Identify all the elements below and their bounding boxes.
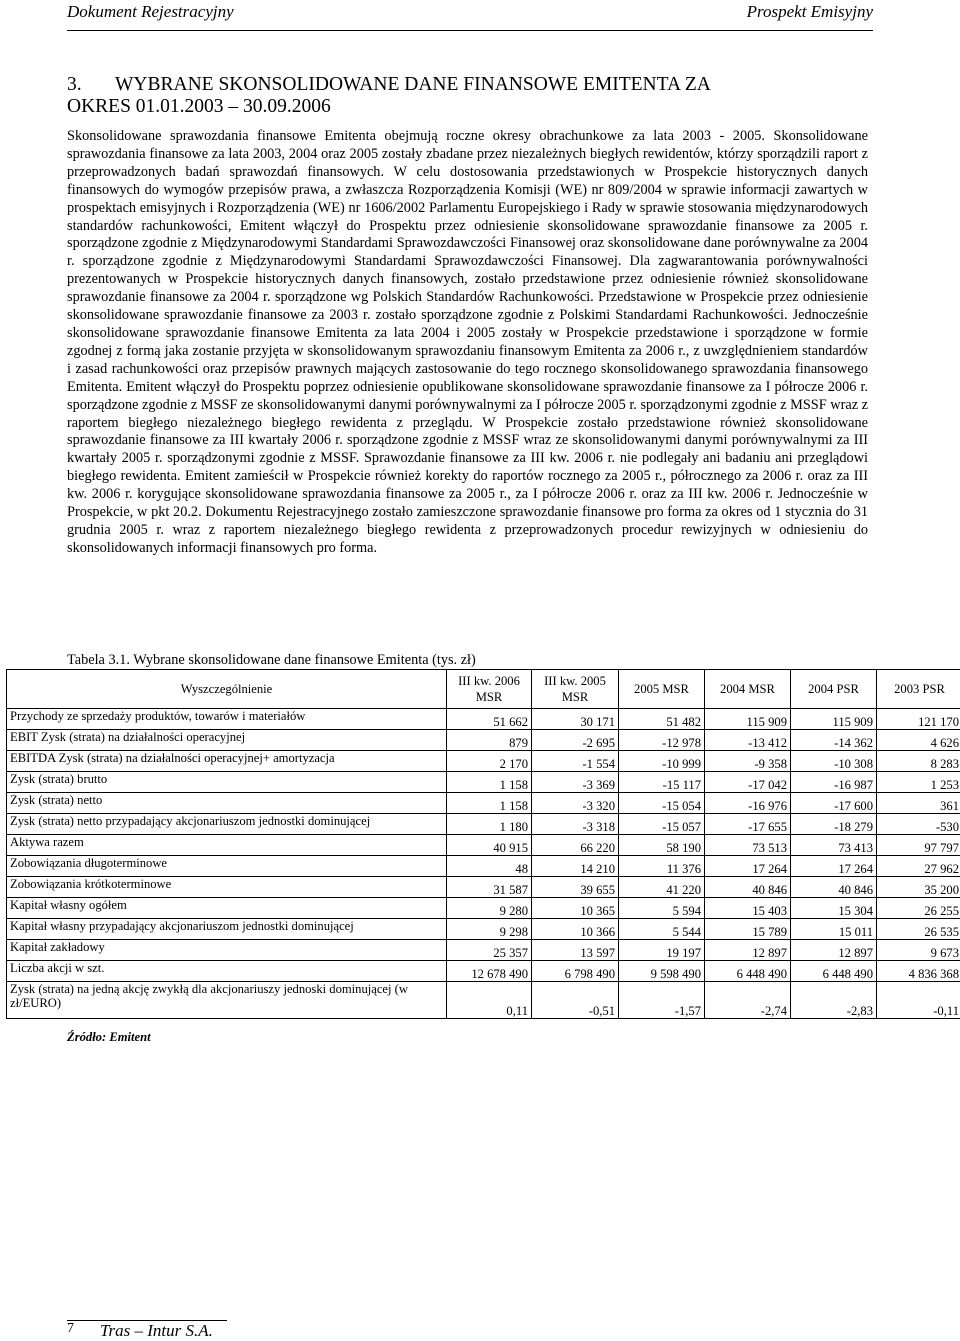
intro-paragraph: Skonsolidowane sprawozdania finansowe Emitenta obejmują roczne okresy obrachunkowe za lata 2003 - 2005. Skonsolidowane sprawozdania finansowe za lata 2003, 2004 oraz 2005 zostały zbadane przez niezależnych biegłych rewidentów, którzy sporządzili raport z przeprowadzonych badań sprawozdań finansowych. W celu dostosowania przedstawionych w Prospekcie historycznych danych finansowych do wymogów przepisów prawa, a zwłaszcza Rozporządzenia Komisji (WE) nr 809/2004 w sprawie informacji zawartych w prospektach emisyjnych i Rozporządzenia (WE) nr 1606/2002 Parlamentu Europejskiego i Rady w sprawie stosowania międzynarodowych standardów rachunkowości, Emitent włączył do Prospektu przez odniesienie skonsolidowane sprawozdanie finansowe za 2005 r. sporządzone zgodnie z Międzynarodowymi Standardami Sprawozdawczości Finansowej oraz skonsolidowane dane porównywalne za 2004 r. sporządzone zgodnie z Międzynarodowymi Standardami Sprawozdawczości Finansowej. Dla zagwarantowania porównywalności prezentowanych w Prospekcie historycznych danych finansowych, zostało przedstawione przez odniesienie również skonsolidowane sprawozdanie finansowe za 2004 r. sporządzone wg Polskich Standardów Rachunkowości. Przedstawione w Prospekcie przez odniesienie skonsolidowane sprawozdanie finansowe za 2003 r. zostało sporządzone zgodnie z Polskimi Standardami Rachunkowości. Jednocześnie skonsolidowane sprawozdanie finansowe Emitenta za lata 2004 i 2005 zostały w Prospekcie przedstawione i sporządzone w formie zgodnej z formą jaka zostanie przyjęta w skonsolidowanym sprawozdaniu finansowym Emitenta za 2006 r., z uwzględnieniem standardów i zasad rachunkowości oraz przepisów prawnych mających zastosowanie do tego rocznego skonsolidowanego sprawozdania finansowego Emitenta. Emitent włączył do Prospektu poprzez odniesienie opublikowane skonsolidowane sprawozdanie finansowe za I półrocze 2006 r. sporządzone zgodnie z MSSF ze skonsolidowanymi danymi porównywalnymi za I półrocze 2005 r. sporządzonymi zgodnie z MSSF wraz z raportem biegłego niezależnego biegłego rewidenta z przeglądu. W Prospekcie zostało przedstawione również skonsolidowane sprawozdanie finansowe za III kwartały 2006 r. sporządzone zgodnie z MSSF wraz ze skonsolidowanymi danymi porównywalnymi za III kwartały 2005 r. sporządzonymi zgodnie z MSSF. Sprawozdanie finansowe za III kw. 2006 r. nie podlegały ani badaniu ani przeglądowi biegłego rewidenta. Emitent zamieścił w Prospekcie również korekty do raportów rocznego za 2005 r., półrocznego za 2006 r. oraz za III kw. 2006 r. korygujące skonsolidowane sprawozdania finansowe za 2005 r., za I półrocze 2006 r. oraz za III kw. 2006 r. Jednocześnie w Prospekcie, w pkt 20.2. Dokumentu Rejestracyjnego zostało zamieszczone sprawozdanie finansowe pro forma za okres od 1 stycznia do 31 grudnia 2005 r. wraz z raportem niezależnego biegłego rewidenta z przeprowadzonych procedur rewizyjnych w odniesieniu do skonsolidowanych informacji finansowych pro forma.: [67, 128, 868, 558]
value-cell: -3 369: [532, 772, 619, 793]
value-cell: 26 255: [877, 898, 960, 919]
value-cell: 4 836 368: [877, 961, 960, 982]
table-row: [7, 856, 960, 877]
header-prospectus-name: Prospekt Emisyjny: [747, 2, 873, 22]
table-header-row: [7, 670, 960, 709]
value-cell: 8 283: [877, 751, 960, 772]
value-cell: 6 448 490: [791, 961, 877, 982]
value-cell: 58 190: [619, 835, 705, 856]
value-cell: 13 597: [532, 940, 619, 961]
row-label: Liczba akcji w szt.: [7, 961, 447, 982]
section-title-line1: WYBRANE SKONSOLIDOWANE DANE FINANSOWE EMITENTA ZA: [115, 74, 711, 95]
value-cell: 15 304: [791, 898, 877, 919]
value-cell: 26 535: [877, 919, 960, 940]
value-cell: -18 279: [791, 814, 877, 835]
value-cell: -1 554: [532, 751, 619, 772]
value-cell: -13 412: [705, 730, 791, 751]
value-cell: 12 897: [791, 940, 877, 961]
row-label: Zysk (strata) netto: [7, 793, 447, 814]
value-cell: 40 846: [791, 877, 877, 898]
header-cell: 2003 PSR: [877, 670, 960, 709]
value-cell: 115 909: [705, 709, 791, 730]
value-cell: 361: [877, 793, 960, 814]
value-cell: -1,57: [619, 982, 705, 1019]
value-cell: 11 376: [619, 856, 705, 877]
table-row: [7, 940, 960, 961]
value-cell: 0,11: [447, 982, 532, 1019]
value-cell: 1 253: [877, 772, 960, 793]
value-cell: 25 357: [447, 940, 532, 961]
value-cell: 14 210: [532, 856, 619, 877]
table-row: [7, 919, 960, 940]
table-row: [7, 730, 960, 751]
running-header: [67, 0, 873, 31]
value-cell: -9 358: [705, 751, 791, 772]
value-cell: 40 915: [447, 835, 532, 856]
value-cell: 9 298: [447, 919, 532, 940]
value-cell: -12 978: [619, 730, 705, 751]
value-cell: 10 366: [532, 919, 619, 940]
value-cell: -3 318: [532, 814, 619, 835]
value-cell: -10 308: [791, 751, 877, 772]
value-cell: 9 598 490: [619, 961, 705, 982]
table-row: [7, 982, 960, 1019]
row-label: Zobowiązania długoterminowe: [7, 856, 447, 877]
value-cell: 51 482: [619, 709, 705, 730]
value-cell: -15 117: [619, 772, 705, 793]
footer-company: Tras – Intur S.A.: [100, 1321, 213, 1341]
value-cell: 19 197: [619, 940, 705, 961]
value-cell: 97 797: [877, 835, 960, 856]
value-cell: 27 962: [877, 856, 960, 877]
value-cell: -2,83: [791, 982, 877, 1019]
table-row: [7, 877, 960, 898]
row-label: EBIT Zysk (strata) na działalności operacyjnej: [7, 730, 447, 751]
table-caption: Tabela 3.1. Wybrane skonsolidowane dane finansowe Emitenta (tys. zł): [67, 652, 476, 669]
header-cell: III kw. 2006 MSR: [447, 670, 532, 709]
value-cell: 9 280: [447, 898, 532, 919]
value-cell: -2,74: [705, 982, 791, 1019]
table-source: Źródło: Emitent: [67, 1030, 151, 1045]
value-cell: -0,11: [877, 982, 960, 1019]
value-cell: 10 365: [532, 898, 619, 919]
value-cell: 1 158: [447, 772, 532, 793]
value-cell: 12 678 490: [447, 961, 532, 982]
value-cell: -16 976: [705, 793, 791, 814]
value-cell: 17 264: [705, 856, 791, 877]
value-cell: 31 587: [447, 877, 532, 898]
row-label: Zysk (strata) brutto: [7, 772, 447, 793]
table-row: [7, 898, 960, 919]
value-cell: 15 403: [705, 898, 791, 919]
value-cell: -17 042: [705, 772, 791, 793]
value-cell: -530: [877, 814, 960, 835]
value-cell: 115 909: [791, 709, 877, 730]
header-cell: 2004 MSR: [705, 670, 791, 709]
value-cell: 73 413: [791, 835, 877, 856]
value-cell: 66 220: [532, 835, 619, 856]
section-number: 3.: [67, 74, 115, 96]
header-cell: 2004 PSR: [791, 670, 877, 709]
value-cell: 41 220: [619, 877, 705, 898]
header-cell: 2005 MSR: [619, 670, 705, 709]
row-label: Zobowiązania krótkoterminowe: [7, 877, 447, 898]
value-cell: 73 513: [705, 835, 791, 856]
value-cell: 12 897: [705, 940, 791, 961]
value-cell: -2 695: [532, 730, 619, 751]
row-label: Kapitał własny ogółem: [7, 898, 447, 919]
value-cell: -16 987: [791, 772, 877, 793]
value-cell: 9 673: [877, 940, 960, 961]
value-cell: 6 798 490: [532, 961, 619, 982]
financial-data-table: [6, 669, 960, 1019]
value-cell: 35 200: [877, 877, 960, 898]
value-cell: 51 662: [447, 709, 532, 730]
value-cell: 5 594: [619, 898, 705, 919]
value-cell: 5 544: [619, 919, 705, 940]
table-row: [7, 835, 960, 856]
value-cell: 40 846: [705, 877, 791, 898]
value-cell: -15 054: [619, 793, 705, 814]
table-row: [7, 751, 960, 772]
table-row: [7, 793, 960, 814]
value-cell: 4 626: [877, 730, 960, 751]
row-label: Aktywa razem: [7, 835, 447, 856]
header-cell: Wyszczególnienie: [7, 670, 447, 709]
header-cell: III kw. 2005 MSR: [532, 670, 619, 709]
header-document-name: Dokument Rejestracyjny: [67, 2, 234, 22]
value-cell: 17 264: [791, 856, 877, 877]
value-cell: 1 180: [447, 814, 532, 835]
value-cell: 30 171: [532, 709, 619, 730]
row-label: Zysk (strata) na jedną akcję zwykłą dla akcjonariuszy jednoski dominującej (w zł/EURO): [7, 982, 447, 1019]
value-cell: -10 999: [619, 751, 705, 772]
intro-text: [67, 128, 868, 558]
value-cell: -14 362: [791, 730, 877, 751]
value-cell: -17 655: [705, 814, 791, 835]
table-row: [7, 814, 960, 835]
row-label: Zysk (strata) netto przypadający akcjonariuszom jednostki dominującej: [7, 814, 447, 835]
value-cell: -0,51: [532, 982, 619, 1019]
table-row: [7, 772, 960, 793]
value-cell: 15 011: [791, 919, 877, 940]
value-cell: 39 655: [532, 877, 619, 898]
row-label: Kapitał własny przypadający akcjonariuszom jednostki dominującej: [7, 919, 447, 940]
value-cell: -3 320: [532, 793, 619, 814]
value-cell: 15 789: [705, 919, 791, 940]
value-cell: -17 600: [791, 793, 877, 814]
row-label: EBITDA Zysk (strata) na działalności operacyjnej+ amortyzacja: [7, 751, 447, 772]
section-title-line2: OKRES 01.01.2003 – 30.09.2006: [67, 96, 331, 117]
row-label: Przychody ze sprzedaży produktów, towarów i materiałów: [7, 709, 447, 730]
table-row: [7, 961, 960, 982]
row-label: Kapitał zakładowy: [7, 940, 447, 961]
table-row: [7, 709, 960, 730]
value-cell: 2 170: [447, 751, 532, 772]
section-heading: [67, 74, 887, 118]
value-cell: 1 158: [447, 793, 532, 814]
value-cell: -15 057: [619, 814, 705, 835]
value-cell: 879: [447, 730, 532, 751]
value-cell: 6 448 490: [705, 961, 791, 982]
value-cell: 48: [447, 856, 532, 877]
page-number: 7: [67, 1321, 74, 1337]
value-cell: 121 170: [877, 709, 960, 730]
